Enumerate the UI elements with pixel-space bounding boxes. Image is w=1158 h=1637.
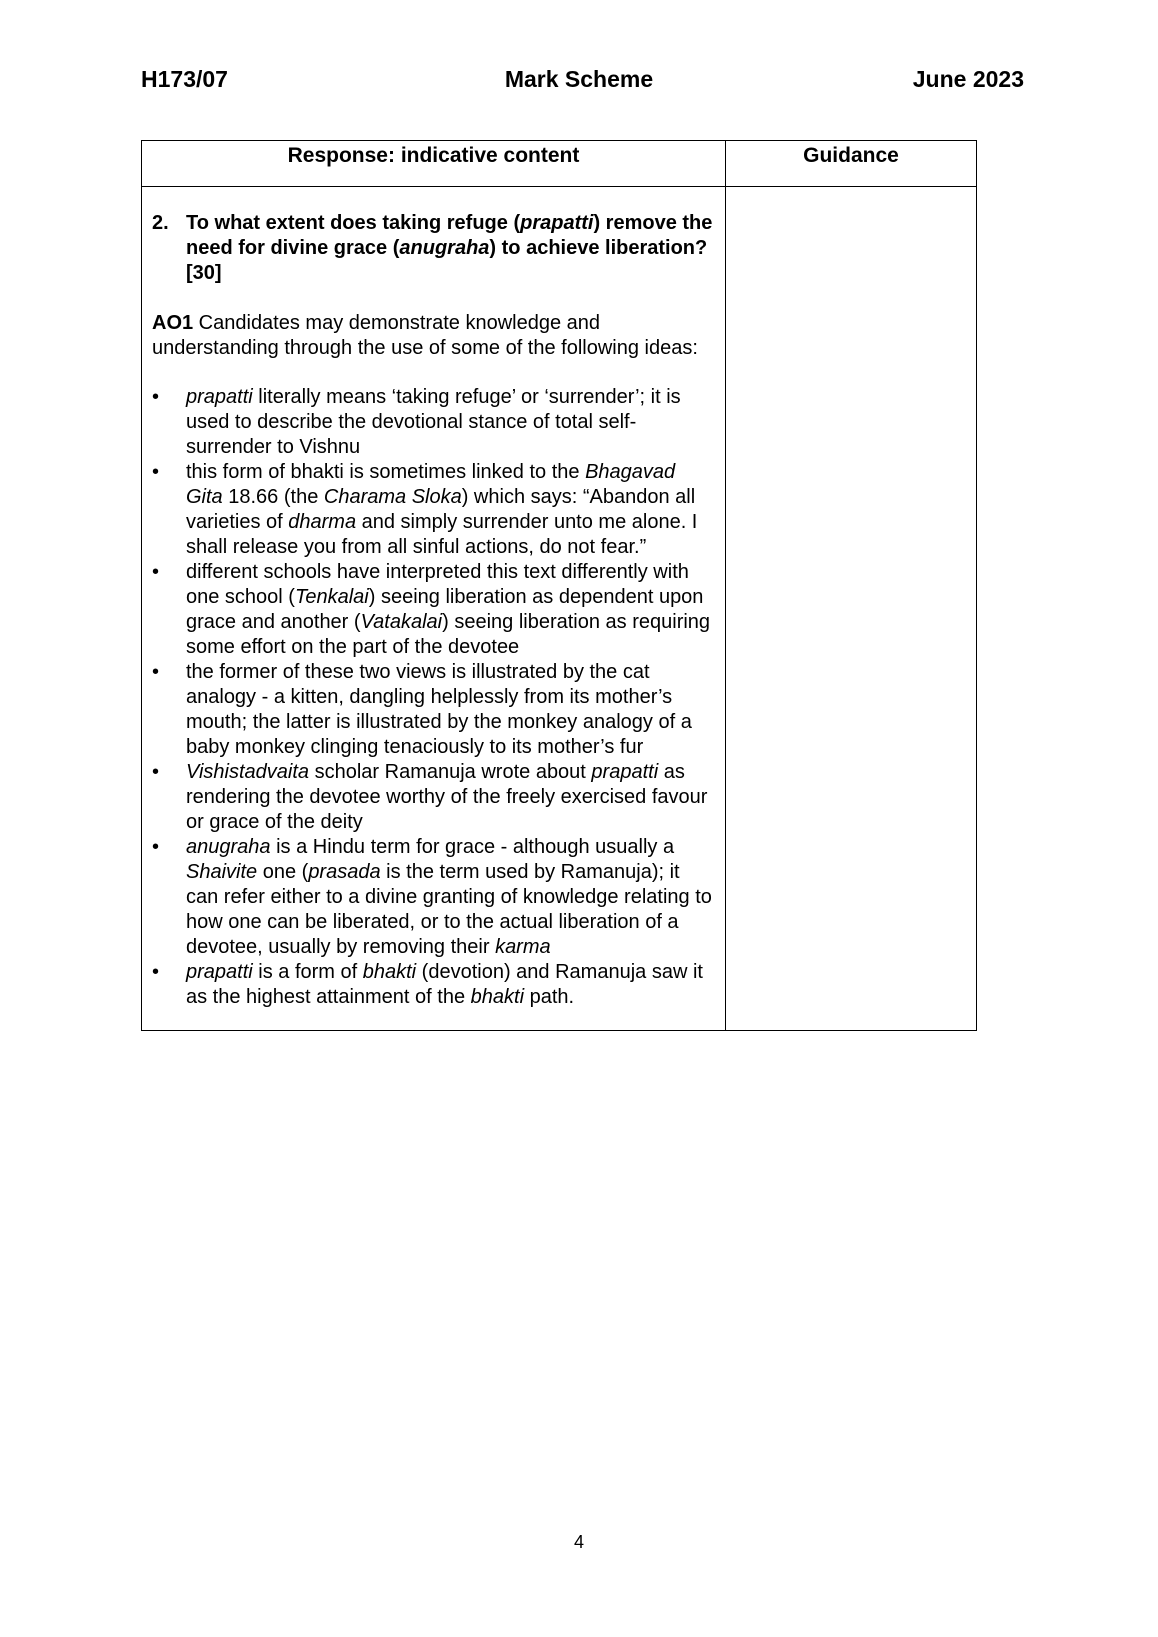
term: Shaivite (186, 861, 258, 883)
ao1-label: AO1 (152, 312, 194, 334)
text: is a form of (252, 961, 363, 983)
text: (devotion) and Ramanuja saw it as the highest attainment of the (186, 961, 703, 1008)
question-term: anugraha (399, 237, 490, 259)
ao1-intro (152, 311, 717, 361)
text: and simply surrender unto me alone. I shall release you from all sinful actions, do not fear.” (186, 511, 698, 558)
question-number: 2. (152, 212, 169, 234)
list-item (152, 460, 717, 560)
list-item (152, 385, 717, 460)
mark-scheme-table (141, 140, 977, 1031)
column-header-response: Response: indicative content (142, 141, 726, 187)
text: ) which says: “Abandon all varieties of (186, 486, 696, 533)
text: literally means ‘taking refuge’ or ‘surrender’; it is used to describe the devotional stance of total self-surrender to Vishnu (186, 386, 681, 458)
list-item (152, 835, 717, 960)
text: is a Hindu term for grace - although usually a (270, 836, 675, 858)
question-text-part: To what extent does taking refuge ( (186, 212, 521, 234)
text: as rendering the devotee worthy of the freely exercised favour or grace of the deity (186, 761, 708, 833)
term: prapatti (591, 761, 659, 783)
text: 18.66 (the (222, 486, 324, 508)
indicative-points-list (152, 385, 717, 1010)
term: Bhagavad Gita (186, 461, 676, 508)
document-code: H173/07 (141, 66, 228, 92)
text: ) seeing liberation as requiring some effort on the part of the devotee (186, 611, 711, 658)
ao1-text: Candidates may demonstrate knowledge and understanding through the use of some of the following ideas: (152, 312, 698, 359)
response-cell (142, 187, 726, 1031)
text: is the term used by Ramanuja); it can refer either to a divine granting of knowledge relating to how one can be liberated, or to the actual liberation of a devotee, usually by removing their (186, 861, 712, 958)
table-row (142, 187, 977, 1031)
term: karma (495, 936, 551, 958)
guidance-cell (726, 187, 977, 1031)
page-number: 4 (573, 1532, 584, 1552)
question-text (186, 211, 717, 286)
list-item (152, 660, 717, 760)
question-text-part: ) remove the need for divine grace ( (186, 212, 713, 259)
question (152, 211, 717, 286)
column-header-guidance: Guidance (726, 141, 977, 187)
term: Vatakalai (360, 611, 443, 633)
text: scholar Ramanuja wrote about (309, 761, 592, 783)
text: the former of these two views is illustrated by the cat analogy - a kitten, dangling helplessly from its mother’s mouth; the latter is illustrated by the monkey analogy of a baby monkey clinging tenaciously to its mother’s fur (186, 661, 692, 758)
list-item (152, 960, 717, 1010)
text: different schools have interpreted this text differently with one school ( (186, 561, 689, 608)
term: Tenkalai (294, 586, 369, 608)
term: prapatti (186, 961, 253, 983)
term: bhakti (470, 986, 525, 1008)
term: Vishistadvaita (186, 761, 310, 783)
text: one ( (257, 861, 309, 883)
list-item (152, 560, 717, 660)
document-title: Mark Scheme (504, 66, 654, 92)
term: anugraha (186, 836, 271, 858)
table-header-row (142, 141, 977, 187)
document-date: June 2023 (912, 66, 1024, 92)
term: prapatti (186, 386, 253, 408)
text: this form of bhakti is sometimes linked to the (186, 461, 586, 483)
question-term: prapatti (520, 212, 594, 234)
text: ) seeing liberation as dependent upon grace and another ( (186, 586, 704, 633)
text: path. (524, 986, 575, 1008)
list-item (152, 760, 717, 835)
term: bhakti (362, 961, 417, 983)
question-text-part: ) to achieve liberation? [30] (186, 237, 708, 284)
term: dharma (288, 511, 357, 533)
term: Charama Sloka (323, 486, 462, 508)
term: prasada (308, 861, 381, 883)
